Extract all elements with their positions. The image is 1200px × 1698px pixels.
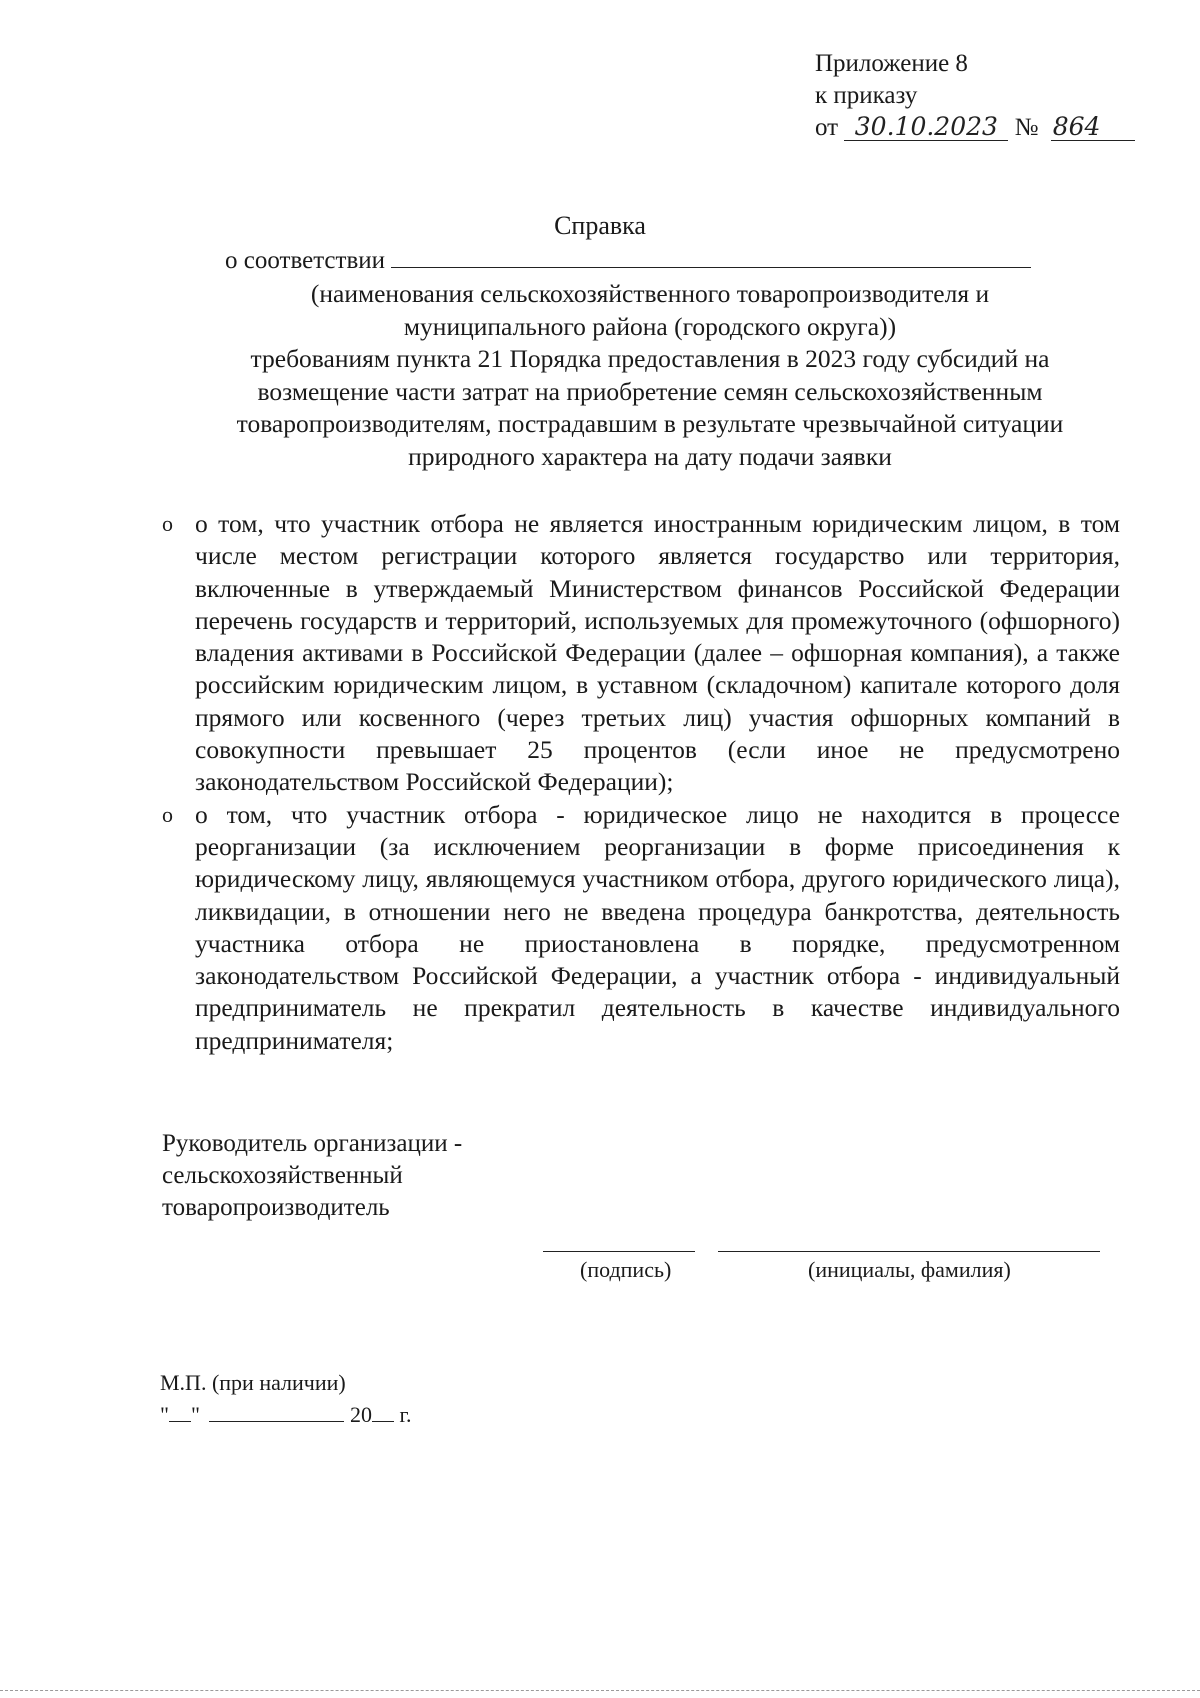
signer-line: Руководитель организации - xyxy=(162,1130,463,1157)
stamp-place: М.П. (при наличии) xyxy=(160,1370,346,1395)
year-prefix: 20 xyxy=(349,1402,372,1427)
title-description xyxy=(140,278,1160,473)
date-line xyxy=(160,1400,412,1430)
year-suffix: г. xyxy=(399,1402,412,1427)
month-blank xyxy=(209,1401,344,1422)
conformity-row xyxy=(225,245,1031,277)
requirement-line: природного характера на дату подачи заявки xyxy=(408,441,892,471)
day-blank xyxy=(169,1401,191,1422)
appendix-header xyxy=(815,48,1135,144)
signer-title xyxy=(162,1128,462,1224)
year-blank xyxy=(372,1401,394,1422)
signature-caption: (подпись) xyxy=(580,1257,672,1282)
name-caption: (инициалы, фамилия) xyxy=(808,1257,1011,1282)
applicant-name-blank xyxy=(391,245,1031,268)
list-item xyxy=(160,508,1120,799)
number-label: № xyxy=(1014,114,1039,141)
signer-line: товаропроизводитель xyxy=(162,1194,390,1221)
signature-line xyxy=(543,1251,695,1252)
circle-bullet-icon: o xyxy=(162,801,173,827)
requirement-line: возмещение части затрат на приобретение семян сельскохозяйственным xyxy=(257,376,1043,406)
signer-line: сельскохозяйственный xyxy=(162,1162,403,1189)
date-from-label: от xyxy=(815,114,839,141)
list-item xyxy=(160,799,1120,1057)
scan-edge-line xyxy=(0,1690,1200,1691)
caption-line: муниципального района (городского округа)) xyxy=(403,311,897,341)
quote-close: " xyxy=(190,1402,200,1427)
handwritten-date: 30.10.2023 xyxy=(844,114,1008,141)
handwritten-order-number: 864 xyxy=(1051,114,1135,141)
quote-open: " xyxy=(160,1402,169,1427)
caption-line: (наименования сельскохозяйственного товаропроизводителя и xyxy=(310,279,990,308)
requirement-line: товаропроизводителям, пострадавшим в результате чрезвычайной ситуации xyxy=(236,409,1064,438)
name-line xyxy=(718,1251,1100,1252)
appendix-order-ref: к приказу xyxy=(815,82,918,109)
conformity-label: о соответствии xyxy=(225,247,386,274)
circle-bullet-icon: o xyxy=(162,511,173,536)
document-title: Справка xyxy=(554,211,646,240)
list-item-text: о том, что участник отбора - юридическое лицо не находится в процессе реорганизации (за исключением реорганизации в форме присоединения к юридическому лицу, являющемуся участником отбора, другого юридического лица), ликвидации, в отношении него не введена процедура банкротства, деятельность участника отбора не приостановлена в порядке, предусмотренном законодательством Российской Федерации, а участник отбора - индивидуальный предприниматель не прекратил деятельность в качестве индивидуального предпринимателя; xyxy=(195,799,1120,1055)
list-item-text: о том, что участник отбора не является иностранным юридическим лицом, в том числе местом регистрации которого является государство или территория, включенные в утверждаемый Министерством финансов Российской Федерации перечень государств и территорий, используемых для промежуточного (офшорного) владения активами в Российской Федерации (далее – офшорная компания), а также российским юридическим лицом, в уставном (складочном) капитале которого доля прямого или косвенного (через третьих лиц) участия офшорных компаний в совокупности превышает 25 процентов (если иное не предусмотрено законодательством Российской Федерации); xyxy=(195,509,1120,797)
appendix-date-row xyxy=(815,112,1135,144)
requirements-list xyxy=(160,508,1120,1057)
appendix-number: Приложение 8 xyxy=(815,50,968,77)
requirement-line: требованиям пункта 21 Порядка предоставления в 2023 году субсидий на xyxy=(250,344,1050,373)
